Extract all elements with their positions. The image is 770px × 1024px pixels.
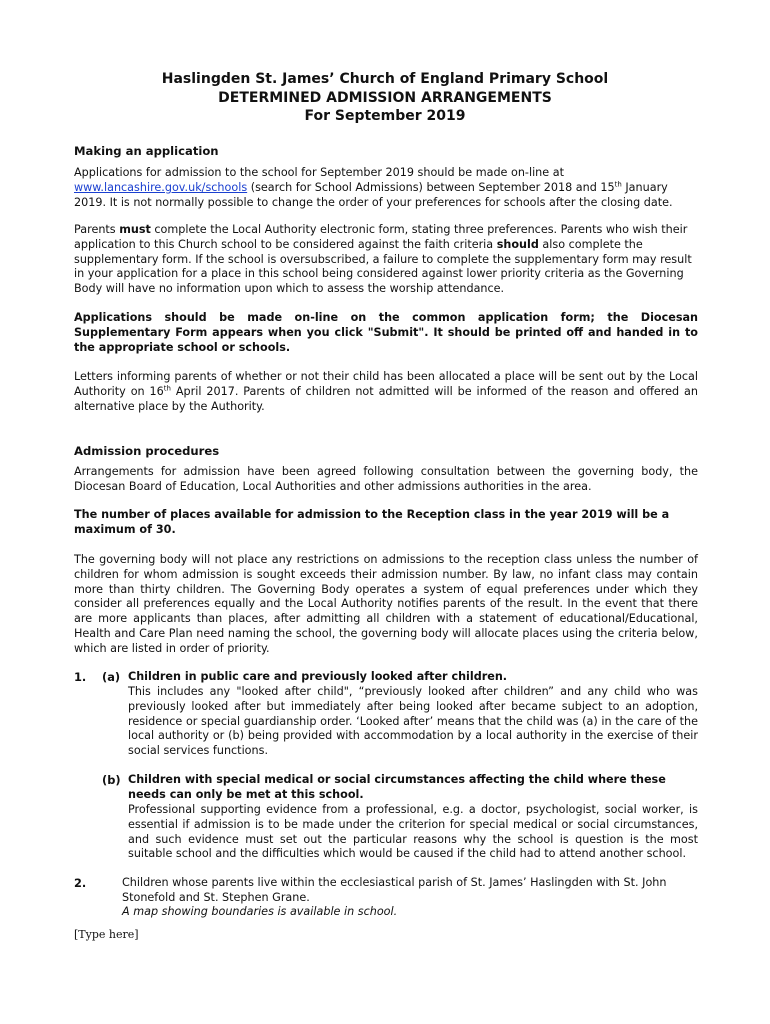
lancashire-link[interactable]: www.lancashire.gov.uk/schools: [74, 180, 248, 194]
text-span: Parents: [74, 223, 120, 236]
criterion-1a-heading: Children in public care and previously looked after children.: [128, 670, 508, 683]
heading-making-application: Making an application: [74, 144, 219, 158]
criterion-1b-heading: Children with special medical or social circumstances affecting the child where these needs can only be met at this school.: [128, 773, 666, 801]
criterion-2-number: 2.: [74, 876, 87, 890]
paragraph-arrangements: Arrangements for admission have been agreed following consultation between the governing body, the Diocesan Board of Education, Local Authorities and other admissions authorities in the area.: [74, 465, 698, 493]
paragraph-application-online: [74, 166, 698, 210]
text-span: January 2019. It is not normally possible to change the order of your preferences for schools after the closing date.: [74, 180, 673, 209]
superscript: th: [163, 384, 171, 393]
criterion-1-number: 1.: [74, 670, 87, 684]
document-subtitle: For September 2019: [304, 108, 466, 124]
criterion-2-text: Children whose parents live within the ecclesiastical parish of St. James’ Haslingden with St. John Stonefold and St. Stephen Grane.: [122, 876, 667, 904]
paragraph-places-available: The number of places available for admission to the Reception class in the year 2019 will be a maximum of 30.: [74, 508, 670, 536]
paragraph-restrictions: The governing body will not place any restrictions on admissions to the reception class unless the number of children for whom admission is sought exceeds their admission number. By law, no infant class may contain more than thirty children. The Governing Body operates a system of equal preferences under which they consider all preferences equally and the Local Authority notifies parents of the result. In the event that there are more applicants than places, after admitting all children with a statement of educational/Educational, Health and Care Plan need naming the school, the governing body will allocate places using the criteria below, which are listed in order of priority.: [74, 553, 698, 655]
text-span: complete the Local Authority electronic form, stating three preferences. Parents who wish their application to this Church school to be considered against the faith criteria: [74, 223, 688, 251]
school-name: Haslingden St. James’ Church of England Primary School: [161, 71, 609, 87]
heading-admission-procedures: Admission procedures: [74, 444, 220, 458]
text-span: April 2017. Parents of children not admitted will be informed of the reason and offered an alternative place by the Authority.: [74, 384, 698, 413]
criterion-1a-label: (a): [102, 670, 121, 684]
text-span: also complete the supplementary form. If the school is oversubscribed, a failure to complete the supplementary form may result in your application for a place in this school being considered against lower priority criteria as the Governing Body will have no information upon which to assess the worship attendance.: [74, 237, 692, 296]
text-span: Letters informing parents of whether or not their child has been allocated a place will be sent out by the Local Authority on 16: [74, 370, 698, 398]
paragraph-online-form-note: Applications should be made on-line on the common application form; the Diocesan Supplementary Form appears when you click "Submit". It should be printed off and handed in to the appropriate school or schools.: [74, 311, 698, 354]
criterion-2-map-note: A map showing boundaries is available in school.: [122, 905, 398, 918]
document-title: DETERMINED ADMISSION ARRANGEMENTS: [218, 90, 552, 106]
criterion-1b-label: (b): [102, 773, 121, 787]
text-span: (search for School Admissions) between September 2018 and 15: [247, 180, 615, 194]
footer-placeholder: [Type here]: [74, 928, 139, 941]
paragraph-parents-must: [74, 223, 698, 297]
criterion-1b-text: Professional supporting evidence from a professional, e.g. a doctor, psychologist, social worker, is essential if admission is to be made under the criterion for special medical or social circumstances, and such evidence must set out the particular reasons why the school is question is the most suitable school and the difficulties which would be caused if the child had to attend another school.: [128, 803, 698, 861]
emphasis-should: should: [496, 237, 539, 251]
paragraph-letters: [74, 370, 698, 414]
emphasis-must: must: [119, 223, 151, 236]
text-span: Applications for admission to the school for September 2019 should be made on-line at: [74, 166, 564, 179]
superscript: th: [614, 180, 622, 189]
criterion-1a-text: This includes any "looked after child", “previously looked after children” and any child who was previously looked after but immediately after being looked after became subject to an adoption, residence or special guardianship order. ‘Looked after’ means that the child was (a) in the care of the local authority or (b) being provided with accommodation by a local authority in the exercise of their social services functions.: [128, 685, 698, 758]
